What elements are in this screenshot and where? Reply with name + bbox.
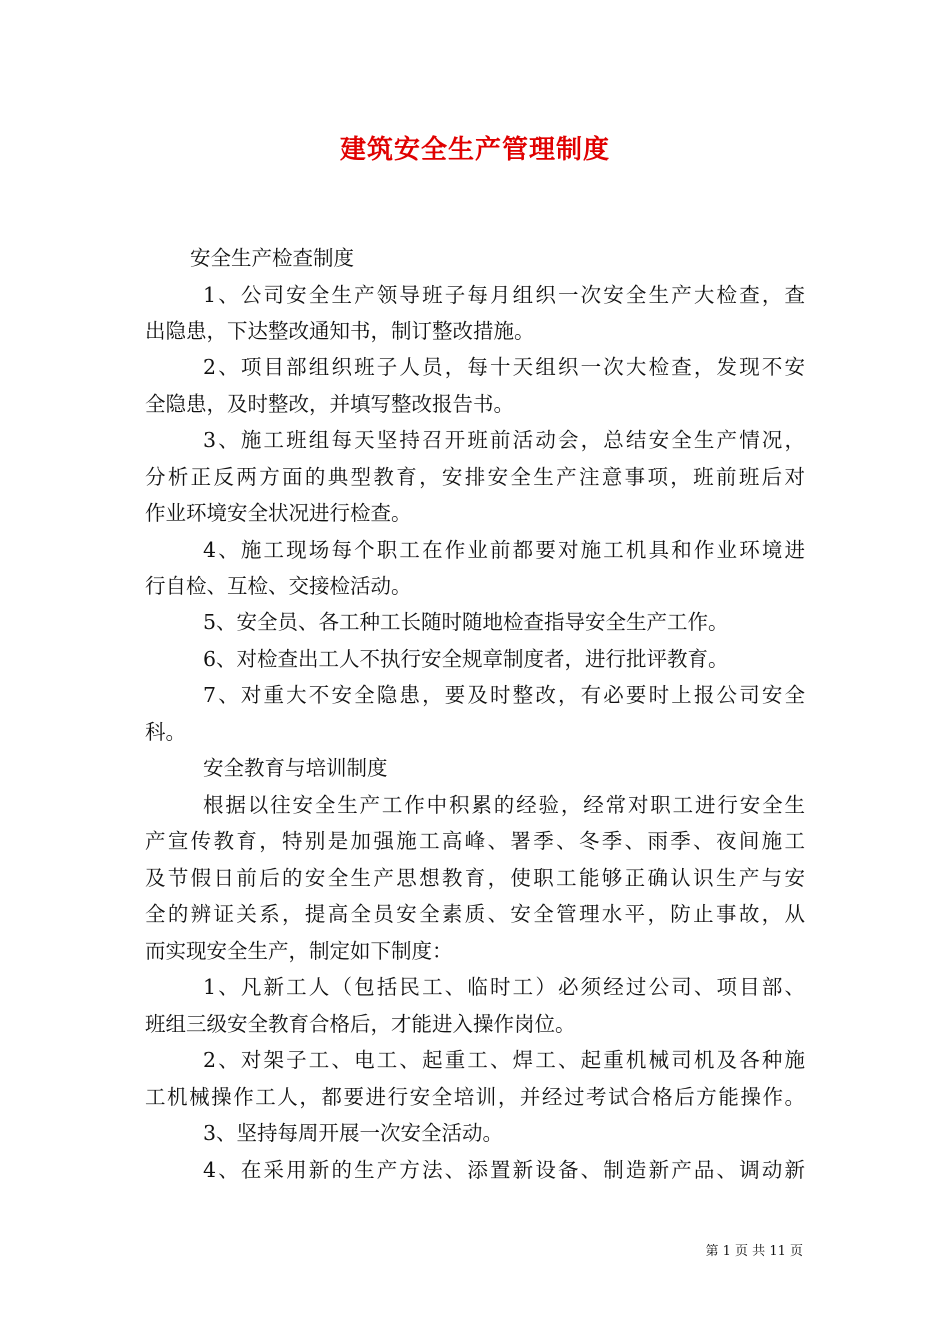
paragraph-line: 5、安全员、各工种工长随时随地检查指导安全生产工作。 xyxy=(203,610,729,634)
paragraph-line: 工机械操作工人，都要进行安全培训，并经过考试合格后方能操作。 xyxy=(145,1085,805,1109)
paragraph-line: 3、施工班组每天坚持召开班前活动会，总结安全生产情况， xyxy=(203,428,805,452)
paragraph-line: 全的辨证关系，提高全员安全素质、安全管理水平，防止事故，从 xyxy=(145,902,805,926)
paragraph-line: 4、在采用新的生产方法、添置新设备、制造新产品、调动新 xyxy=(203,1158,805,1182)
section-heading-inspection: 安全生产检查制度 xyxy=(190,246,354,270)
document-title: 建筑安全生产管理制度 xyxy=(339,135,610,165)
paragraph-line: 班组三级安全教育合格后，才能进入操作岗位。 xyxy=(145,1012,576,1036)
paragraph-line: 出隐患，下达整改通知书，制订整改措施。 xyxy=(145,319,535,343)
paragraph-line: 7、对重大不安全隐患，要及时整改，有必要时上报公司安全 xyxy=(203,683,805,707)
paragraph-line: 1、公司安全生产领导班子每月组织一次安全生产大检查，查 xyxy=(203,283,805,307)
paragraph-line: 及节假日前后的安全生产思想教育，使职工能够正确认识生产与安 xyxy=(145,866,805,890)
paragraph-line: 1、凡新工人（包括民工、临时工）必须经过公司、项目部、 xyxy=(203,975,805,999)
paragraph-line: 作业环境安全状况进行检查。 xyxy=(145,501,412,525)
paragraph-line: 根据以往安全生产工作中积累的经验，经常对职工进行安全生 xyxy=(203,793,805,817)
paragraph-line: 科。 xyxy=(145,720,186,744)
paragraph-line: 2、项目部组织班子人员，每十天组织一次大检查，发现不安 xyxy=(203,355,805,379)
paragraph-line: 6、对检查出工人不执行安全规章制度者，进行批评教育。 xyxy=(203,647,729,671)
paragraph-line: 而实现安全生产，制定如下制度： xyxy=(145,939,453,963)
paragraph-line: 产宣传教育，特别是加强施工高峰、署季、冬季、雨季、夜间施工 xyxy=(145,829,805,853)
paragraph-line: 行自检、互检、交接检活动。 xyxy=(145,574,412,598)
paragraph-line: 3、坚持每周开展一次安全活动。 xyxy=(203,1121,504,1145)
section-heading-training: 安全教育与培训制度 xyxy=(203,756,388,780)
paragraph-line: 4、施工现场每个职工在作业前都要对施工机具和作业环境进 xyxy=(203,538,805,562)
paragraph-line: 分析正反两方面的典型教育，安排安全生产注意事项，班前班后对 xyxy=(145,465,805,489)
paragraph-line: 2、对架子工、电工、起重工、焊工、起重机械司机及各种施 xyxy=(203,1048,805,1072)
paragraph-line: 全隐患，及时整改，并填写整改报告书。 xyxy=(145,392,514,416)
page-number-footer: 第 1 页 共 11 页 xyxy=(705,1244,803,1259)
